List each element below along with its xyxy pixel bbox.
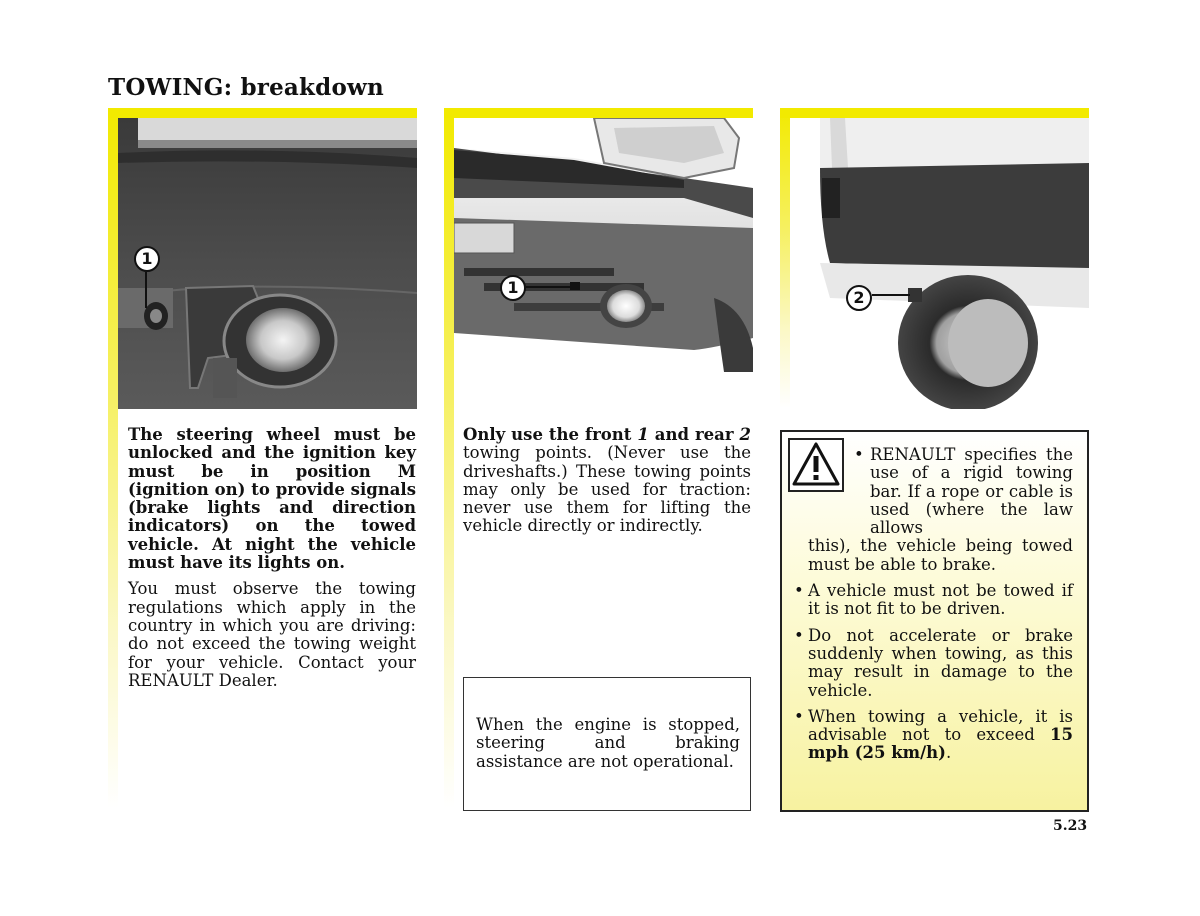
warning-box [780, 430, 1089, 812]
column1-text [128, 426, 416, 698]
yellow-band-top-middle [444, 108, 753, 118]
yellow-band-left [108, 108, 118, 808]
engine-stopped-note: When the engine is stopped, steering and braking assistance are not operational. [476, 715, 740, 771]
warning-item-speed: • When towing a vehicle, it is advisable not to exceed 15 mph (25 km/h). [782, 708, 1073, 763]
callout-2: 2 [846, 285, 872, 311]
callout-line [145, 272, 147, 308]
callout-line-front [526, 286, 572, 288]
page-title: TOWING: breakdown [108, 74, 384, 101]
towing-points-paragraph: Only use the front 1 and rear 2 towing points. (Never use the driveshafts.) These towing points may only be used for traction: never use them for lifting the vehicle directly or indirectly. [463, 425, 751, 536]
towing-regulations: You must observe the towing regulations which apply in the country in which you are driving: do not exceed the towing weight for your vehicle. Contact your RENAULT Dealer. [128, 579, 416, 690]
engine-stopped-note-box [463, 677, 751, 811]
warning-item-rigid-bar: • RENAULT specifies the use of a rigid towing bar. If a rope or cable is used (where the law allows this), the vehicle being towed must be able to brake. [782, 446, 1073, 574]
column2-text [463, 426, 751, 544]
yellow-band-top-right [780, 108, 1089, 118]
yellow-band-middle [444, 108, 454, 808]
callout-1-front: 1 [500, 275, 526, 301]
page-number: 5.23 [1053, 818, 1088, 834]
warning-item-accelerate: • Do not accelerate or brake suddenly when towing, as this may result in damage to the vehicle. [782, 627, 1073, 700]
warning-list [782, 446, 1073, 771]
ignition-instructions: The steering wheel must be unlocked and the ignition key must be in position M (ignition on) to provide signals (brake lights and direction indicators) on the towed vehicle. At night the vehicle must have its lights on. [128, 425, 416, 573]
photo-front-bumper-closeup [118, 118, 417, 409]
callout-1: 1 [134, 246, 160, 272]
yellow-band-top-left [108, 108, 417, 118]
yellow-band-right [780, 108, 790, 408]
photo-front-towing-point [454, 118, 753, 372]
warning-item-not-fit: • A vehicle must not be towed if it is not fit to be driven. [782, 582, 1073, 619]
callout-line-rear [872, 294, 910, 296]
photo-rear-towing-point [790, 118, 1089, 409]
